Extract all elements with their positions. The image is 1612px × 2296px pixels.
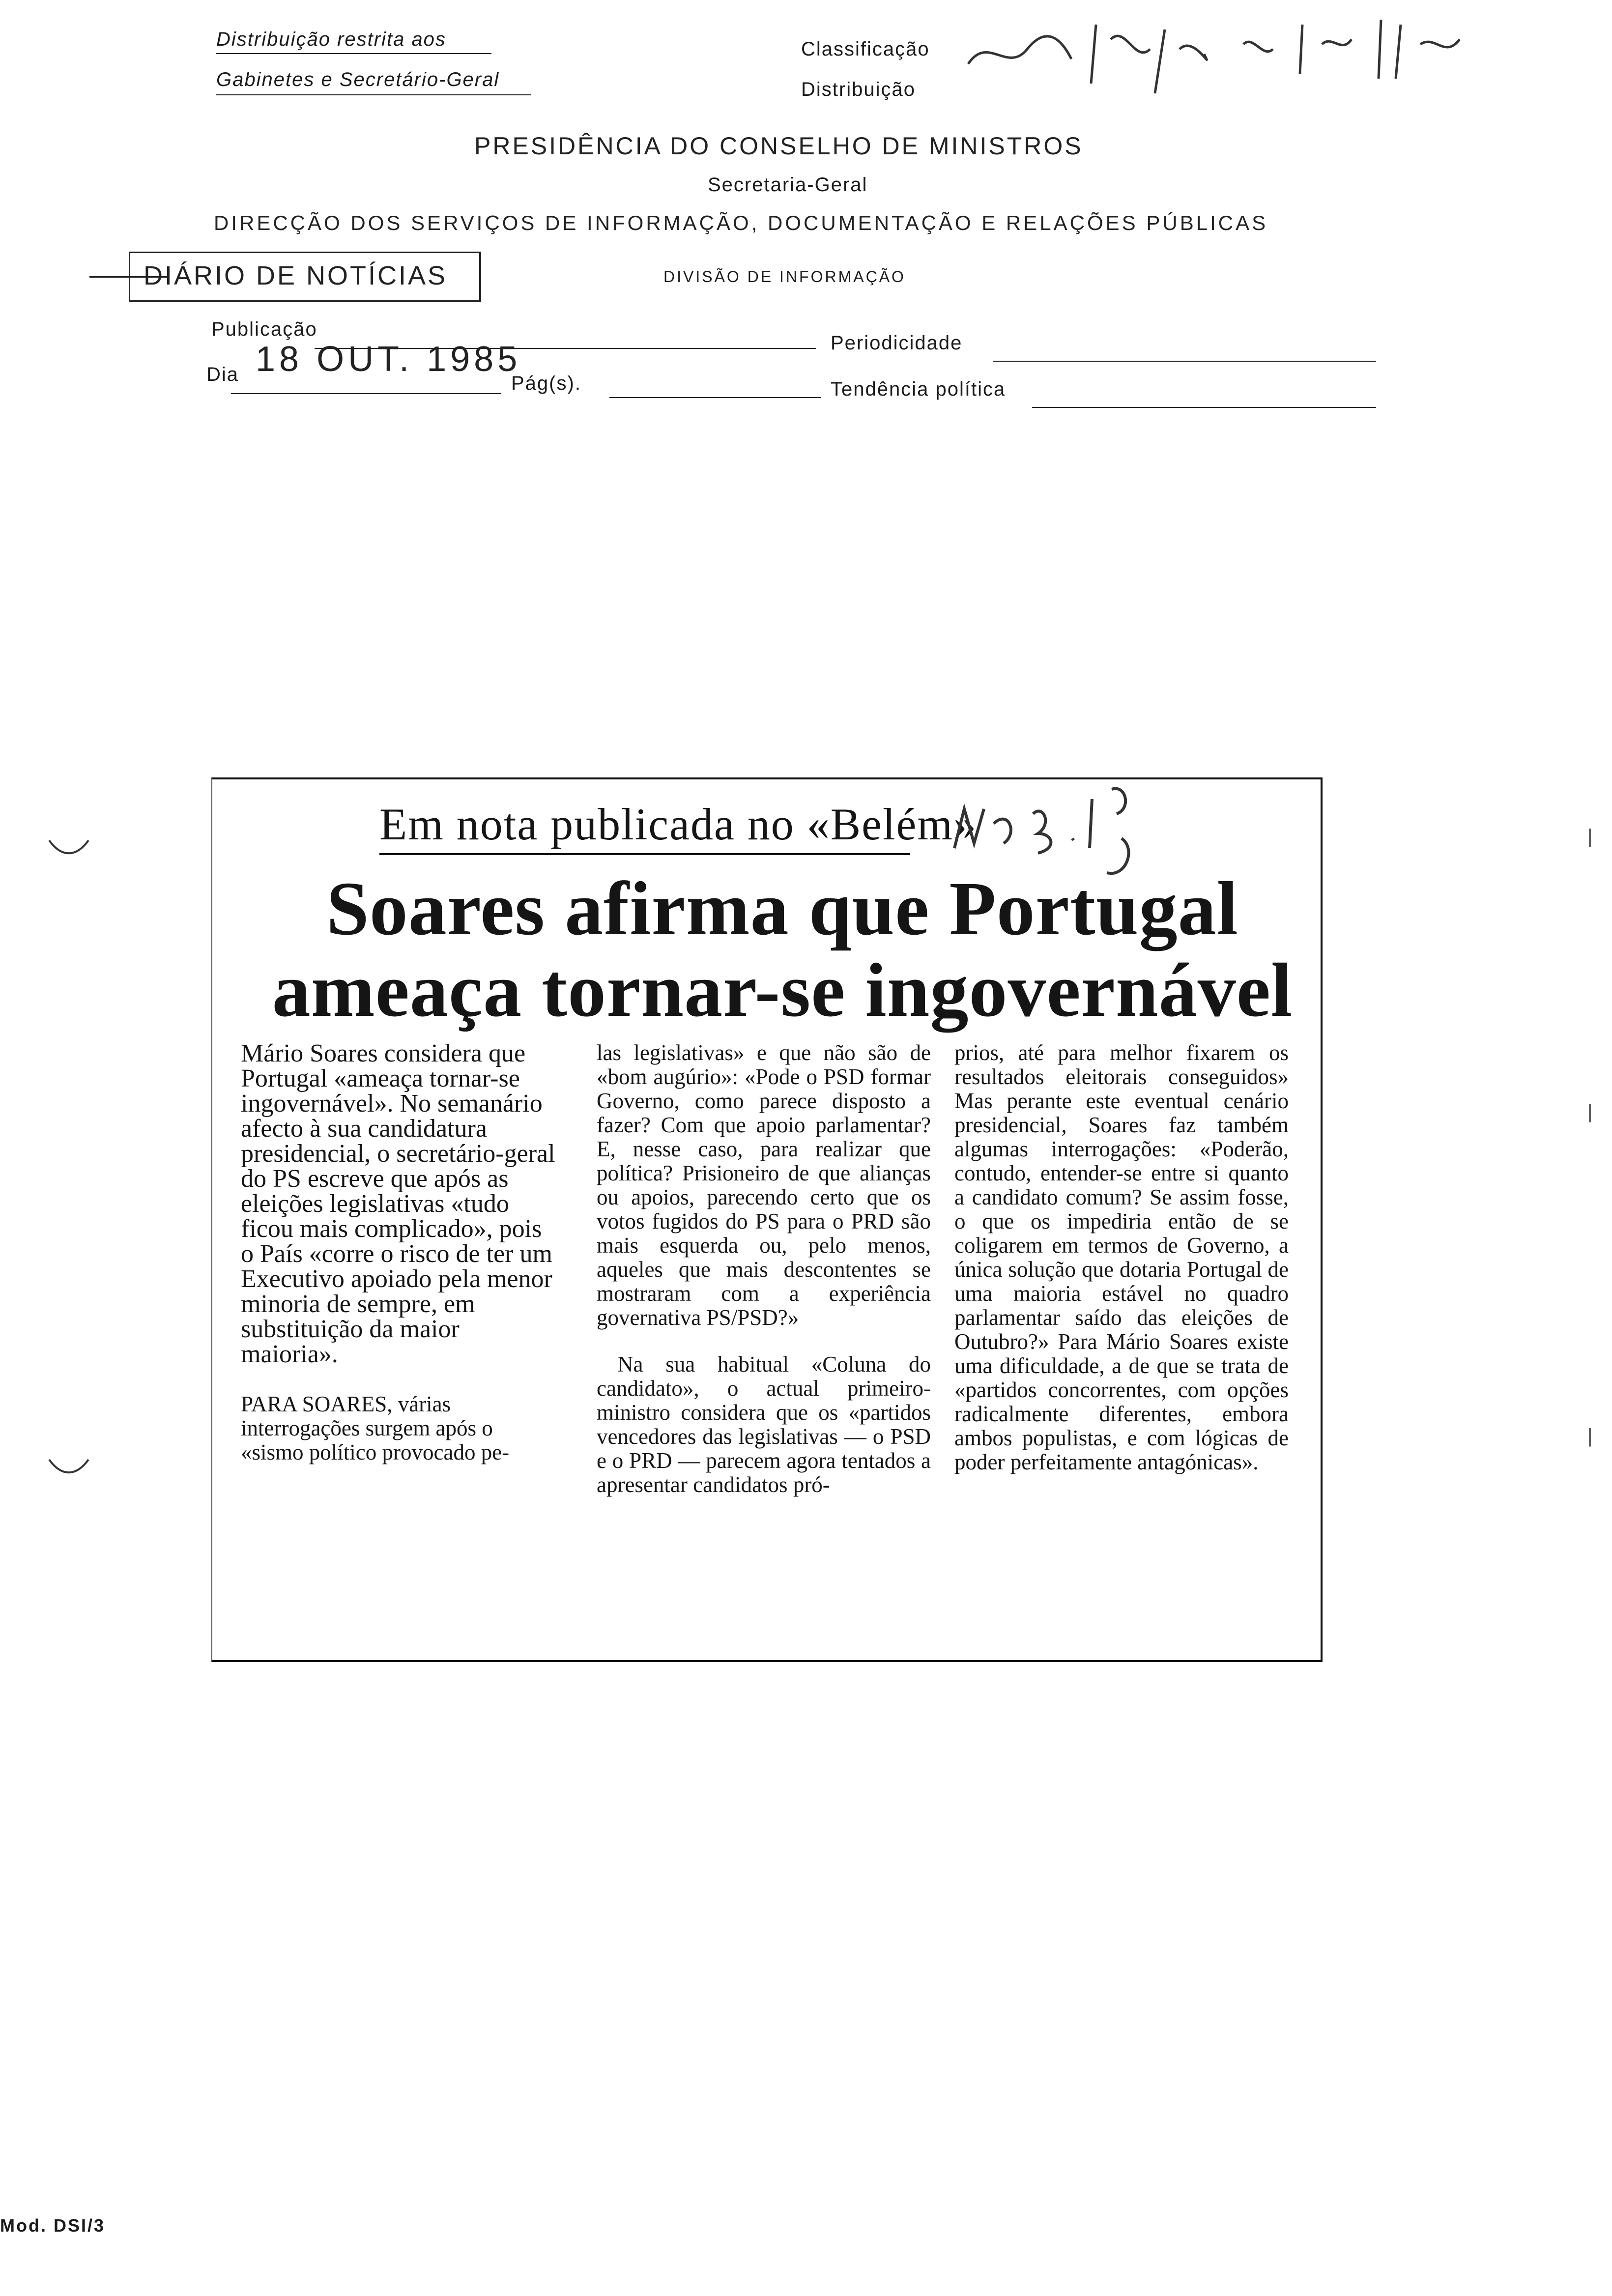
- division-label: DIVISÃO DE INFORMAÇÃO: [663, 268, 906, 286]
- distribution-label: Distribuição: [801, 79, 916, 100]
- newspaper-clipping: [211, 777, 1323, 1662]
- publication-label: Publicação: [211, 318, 317, 340]
- article-column-1: [241, 1041, 555, 1464]
- newspaper-field: [129, 252, 483, 301]
- article-paragraph: las legislativas» e que não são de «bom augúrio»: «Pode o PSD formar Governo, como parece disposto a fazer? Com que apoio parlamentar? E, nesse caso, para realizar que política? Prisioneiro de que alianças ou apoios, parecendo certo que os votos fugidos do PS para o PRD são mais esquerda ou, pelo menos, aqueles que mais descontentes se mostraram com a experiência governativa PS/PSD?»: [597, 1040, 931, 1330]
- handwritten-classification-scribble: [949, 5, 1499, 98]
- date-stamp: 18 OUT. 1985: [256, 340, 521, 379]
- article-column-2: [597, 1041, 931, 1497]
- day-label: Dia: [206, 364, 239, 385]
- article-paragraph: PARA SOARES, várias interrogações surgem após o «sismo político provocado pe-: [241, 1392, 510, 1464]
- article-lead: Mário Soares considera que Portugal «ameaça tornar-se ingovernável». No semanário afecto à sua candidatura presidencial, o secretário-geral do PS escreve que após as eleições legislativas «tudo ficou mais complicado», pois o País «corre o risco de ter um Executivo apoiado pela menor minoria de sempre, em substituição da maior maioria».: [241, 1039, 555, 1368]
- article-column-3: [954, 1041, 1289, 1474]
- form-code: Mod. DSI/3: [0, 2215, 106, 2236]
- presidency-title: PRESIDÊNCIA DO CONSELHO DE MINISTROS: [474, 132, 1083, 160]
- article-headline: [242, 868, 1323, 1031]
- headline-line2: ameaça tornar-se ingovernável: [272, 947, 1293, 1033]
- tendency-label: Tendência política: [831, 378, 1006, 400]
- article-kicker: Em nota publicada no «Belém»: [379, 799, 977, 849]
- article-paragraph: prios, até para melhor fixarem os resultados eleitorais conseguidos» Mas perante este eventual cenário presidencial, Soares faz também algumas interrogações: «Poderão, contudo, entender-se entre si quanto a candidato comum? Se assim fosse, o que os impediria então de se coligarem em termos de Governo, a única solução que dotaria Portugal de uma maioria estável no quadro parlamentar saído das eleições de Outubro?» Para Mário Soares existe uma dificuldade, a de que se trata de «partidos concorrentes, com opções radicalmente diferentes, embora ambos populistas, e com lógicas de poder perfeitamente antagónicas».: [954, 1040, 1289, 1474]
- article-paragraph: Na sua habitual «Coluna do candidato», o actual primeiro-ministro considera que os «partidos vencedores das legislativas — o PSD e o PRD — parecem agora tentados a apresentar candidatos pró-: [597, 1352, 931, 1497]
- periodicity-label: Periodicidade: [831, 332, 963, 354]
- restricted-distribution-line2: Gabinetes e Secretário-Geral: [216, 69, 500, 90]
- margin-tick: |: [1587, 1101, 1593, 1122]
- classification-label: Classificação: [801, 38, 930, 60]
- pages-label: Pág(s).: [511, 373, 581, 394]
- directorate-title: DIRECÇÃO DOS SERVIÇOS DE INFORMAÇÃO, DOCUMENTAÇÃO E RELAÇÕES PÚBLICAS: [214, 211, 1268, 234]
- secretariat-subtitle: Secretaria-Geral: [708, 174, 868, 196]
- punch-mark-icon: [47, 1455, 91, 1484]
- headline-line1: Soares afirma que Portugal: [326, 866, 1238, 951]
- punch-mark-icon: [47, 835, 91, 865]
- restricted-distribution-line1: Distribuição restrita aos: [216, 29, 446, 50]
- margin-tick: |: [1587, 1425, 1593, 1447]
- margin-tick: |: [1587, 826, 1593, 847]
- newspaper-name: DIÁRIO DE NOTÍCIAS: [144, 261, 448, 290]
